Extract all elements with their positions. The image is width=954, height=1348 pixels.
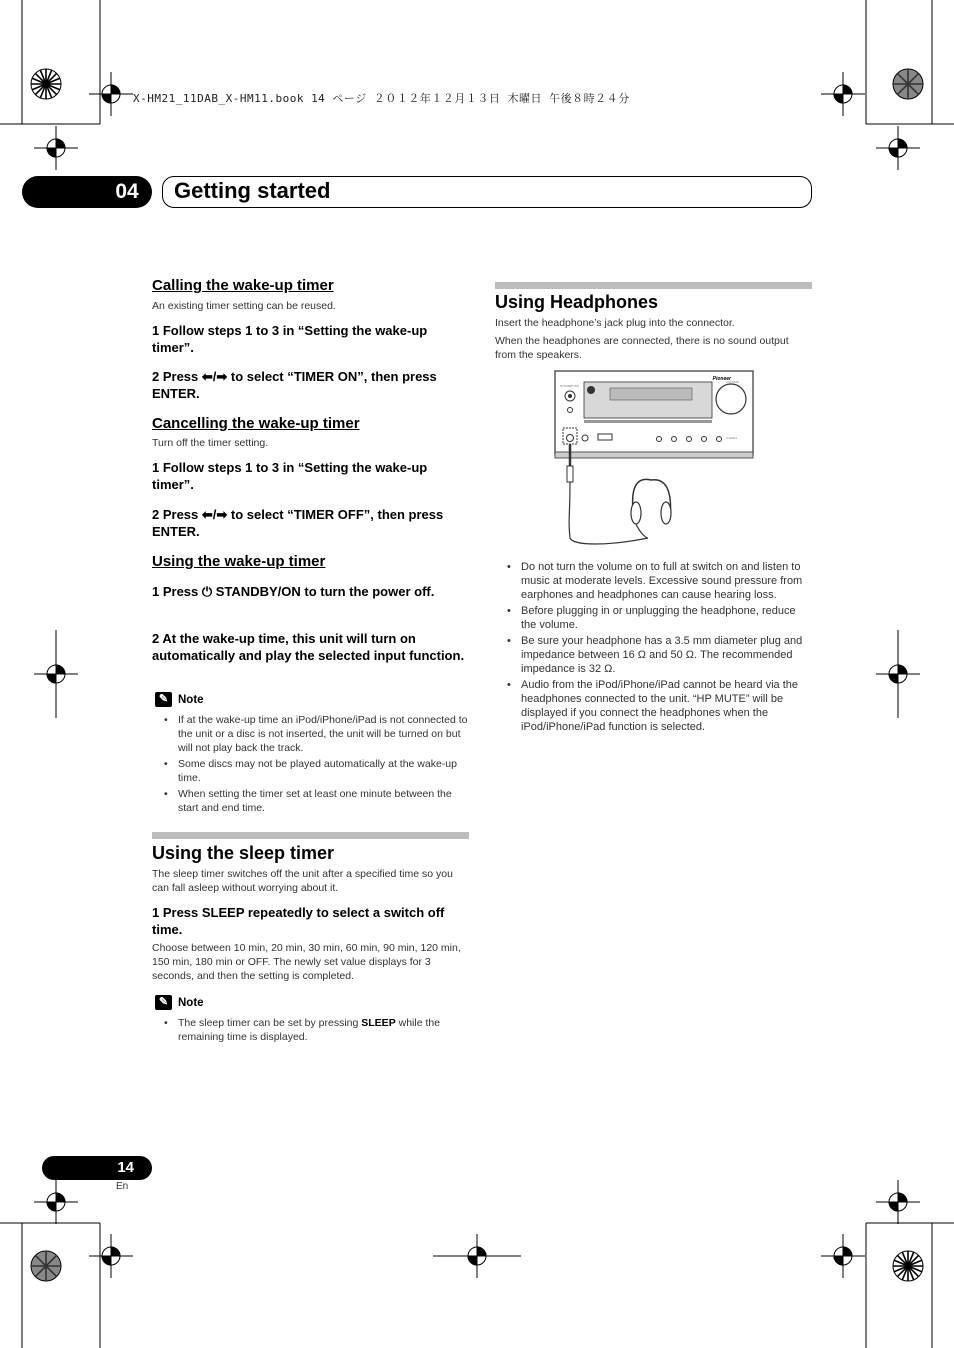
sleep-desc: The sleep timer switches off the unit after a specified time so you can fall asleep without worrying about it. xyxy=(152,868,453,894)
cancelling-desc: Turn off the timer setting. xyxy=(152,437,269,449)
list-item: • The sleep timer can be set by pressing SLEEP while the remaining time is displayed. xyxy=(152,1016,470,1044)
list-item: • Do not turn the volume on to full at switch on and listen to music at moderate levels. Excessive sound pressure from earphones and headphones can cause hearing loss. xyxy=(495,560,812,602)
note-2-header xyxy=(155,995,204,1010)
pencil-icon: ✎ xyxy=(155,692,172,707)
note-2-label: Note xyxy=(178,996,204,1009)
pencil-icon: ✎ xyxy=(155,995,172,1010)
sleep-step-1: 1 Press SLEEP repeatedly to select a switch off time. xyxy=(152,905,445,937)
standby-label: STANDBY/ON xyxy=(560,384,580,388)
list-item: • Some discs may not be played automatically at the wake-up time. xyxy=(152,757,470,785)
using-timer-title: Using the wake-up timer xyxy=(152,553,326,570)
using-step-2: 2 At the wake-up time, this unit will turn on automatically and play the selected input function. xyxy=(152,631,465,663)
calling-step-2: 2 Press ⬅/➡ to select “TIMER ON”, then press ENTER. xyxy=(152,369,437,401)
note-2-list xyxy=(152,1016,470,1046)
chapter-number: 04 xyxy=(22,176,152,208)
calling-desc: An existing timer setting can be reused. xyxy=(152,300,336,312)
calling-step-1: 1 Follow steps 1 to 3 in “Setting the wake-up timer”. xyxy=(152,323,428,355)
note-1-header xyxy=(155,692,204,707)
volume-label: VOLUME xyxy=(726,380,739,384)
list-item: • When setting the timer set at least one minute between the start and end time. xyxy=(152,787,470,815)
page-language: En xyxy=(116,1181,129,1192)
sleep-step-1-desc: Choose between 10 min, 20 min, 30 min, 60 min, 90 min, 120 min, 150 min, 180 min or OFF. The newly set value displays for 3 seconds, and then the setting is completed. xyxy=(152,942,461,982)
list-item: • Audio from the iPod/iPhone/iPad cannot be heard via the headphones connected to the unit. “HP MUTE” will be displayed if you connect the headphones when the iPod/iPhone/iPad function is selected. xyxy=(495,678,812,734)
cancelling-step-1: 1 Follow steps 1 to 3 in “Setting the wake-up timer”. xyxy=(152,460,428,492)
headphones-desc-1: Insert the headphone’s jack plug into the connector. xyxy=(495,317,735,329)
file-info: X-HM21_11DAB_X-HM11.book 14 ページ ２０１２年１２月１３日 木曜日 午後８時２４分 xyxy=(133,92,630,105)
section-bar xyxy=(152,832,469,839)
page-number: 14 xyxy=(42,1156,152,1180)
headphones-desc-2: When the headphones are connected, there is no sound output from the speakers. xyxy=(495,335,789,361)
calling-title: Calling the wake-up timer xyxy=(152,277,334,294)
list-item: • Before plugging in or unplugging the headphone, reduce the volume. xyxy=(495,604,812,632)
cancelling-step-2: 2 Press ⬅/➡ to select “TIMER OFF”, then press ENTER. xyxy=(152,507,444,539)
headphone-connection-illustration xyxy=(548,368,760,552)
note-1-label: Note xyxy=(178,693,204,706)
list-item: • If at the wake-up time an iPod/iPhone/iPad is not connected to the unit or a disc is not inserted, the unit will be turned on but will not play back the track. xyxy=(152,713,470,755)
headphones-title: Using Headphones xyxy=(495,292,659,312)
section-bar xyxy=(495,282,812,289)
using-step-1: 1 Press ⏻ STANDBY/ON to turn the power off. xyxy=(152,584,435,599)
brand-logo: Pioneer xyxy=(712,376,731,382)
cancelling-title: Cancelling the wake-up timer xyxy=(152,415,360,432)
headphones-notes xyxy=(495,560,812,736)
chapter-title: Getting started xyxy=(174,178,331,203)
note-1-list xyxy=(152,713,470,817)
model-label: X-HM21 xyxy=(726,436,738,440)
list-item: • Be sure your headphone has a 3.5 mm diameter plug and impedance between 16 Ω and 50 Ω. The recommended impedance is 32 Ω. xyxy=(495,634,812,676)
sleep-title: Using the sleep timer xyxy=(152,843,335,863)
